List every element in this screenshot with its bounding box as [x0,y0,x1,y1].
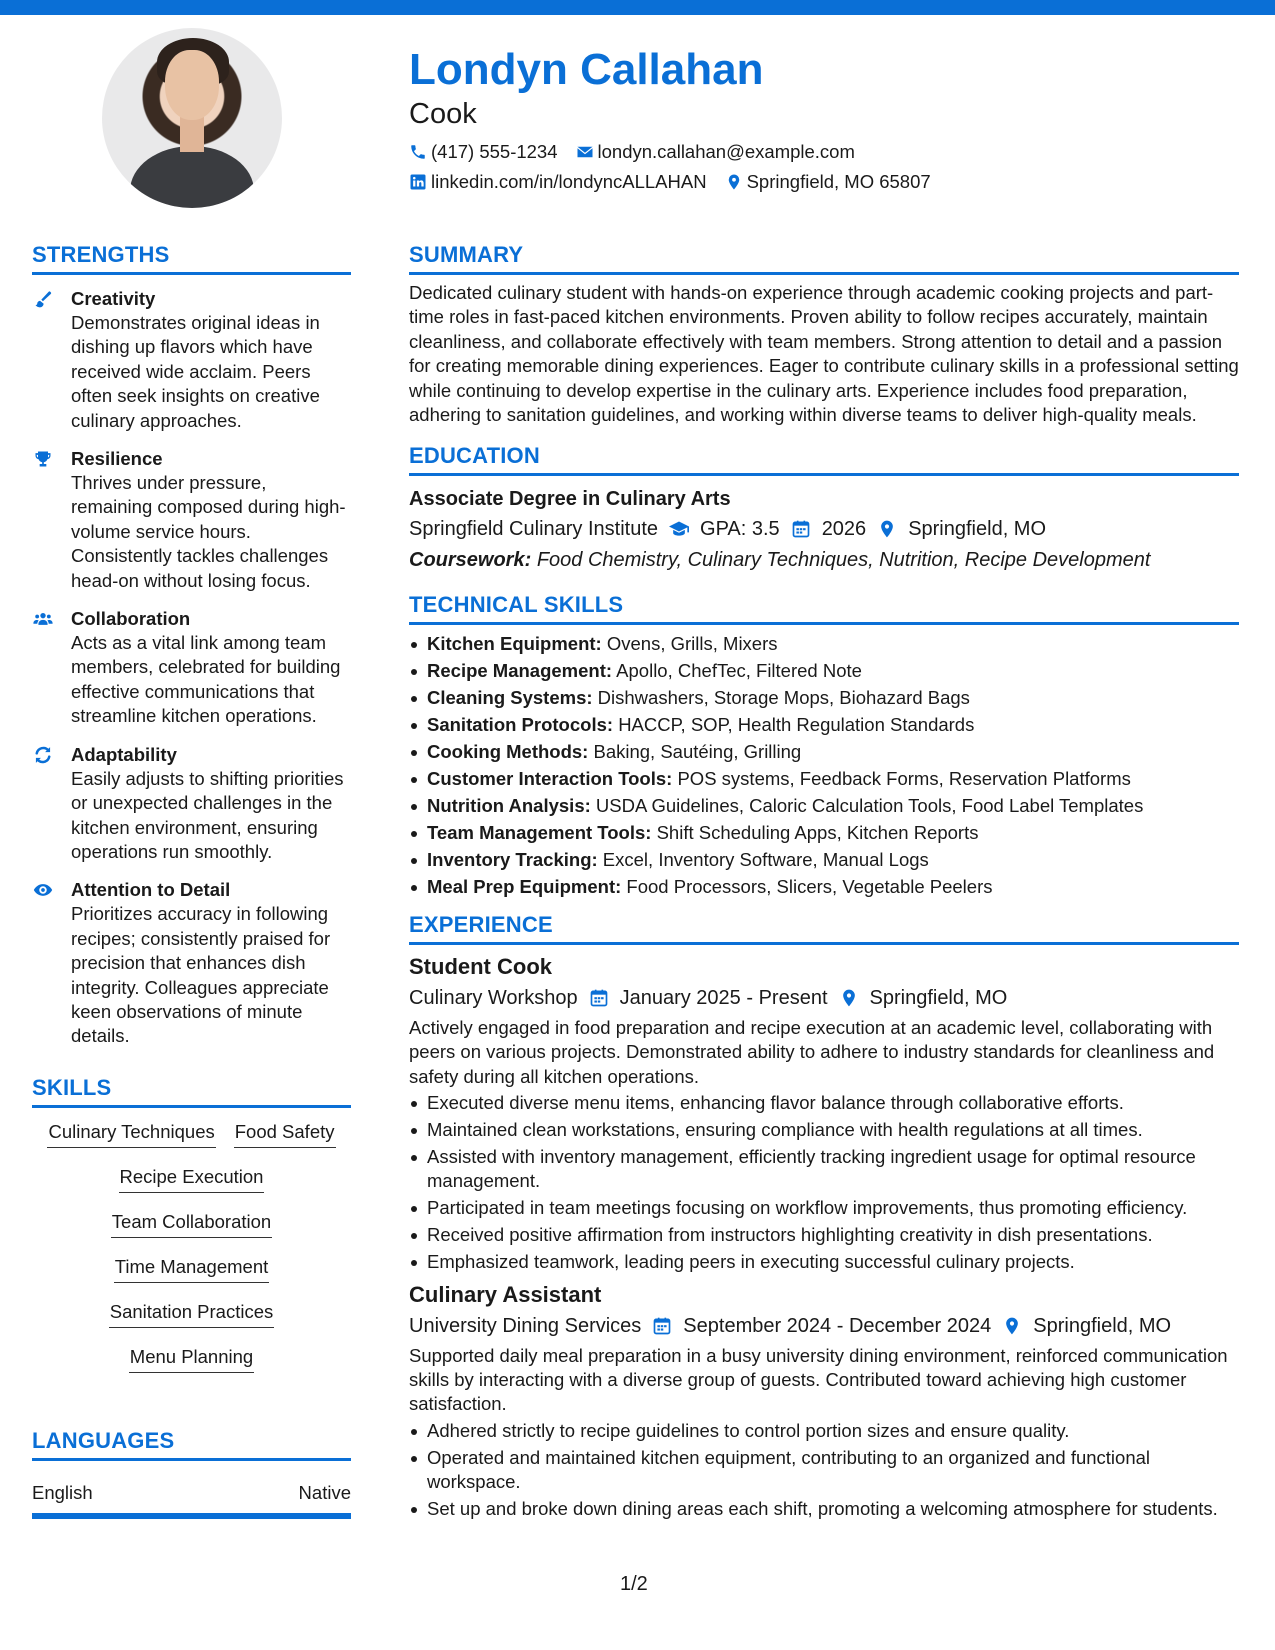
skill-value: Shift Scheduling Apps, Kitchen Reports [656,821,979,843]
calendar-icon [588,988,610,1008]
resume-header [409,44,1249,194]
email-text: londyn.callahan@example.com [597,141,855,162]
education-meta [409,515,1239,543]
strength-desc: Easily adjusts to shifting priorities or unexpected challenges in the kitchen environment, ensuring operations run smoothly. [71,767,344,862]
contact-row-1 [409,140,1249,164]
strength-item [32,743,351,865]
strength-item [32,878,351,1048]
calendar-icon [790,519,812,539]
candidate-title: Cook [409,98,477,130]
skills-list [32,1120,351,1390]
job-bullets [409,1091,1239,1274]
strength-title: Creativity [71,288,156,309]
candidate-name: Londyn Callahan [409,45,764,94]
skill-value: Excel, Inventory Software, Manual Logs [602,848,929,870]
skill-tag: Food Safety [234,1120,336,1148]
job-description: Supported daily meal preparation in a busy university dining environment, reinforced communication skills by interacting with a diverse group of guests. Contributed toward achieving high customer satisfaction. [409,1344,1228,1415]
skill-tag: Culinary Techniques [47,1120,215,1148]
envelope-icon [576,143,594,161]
education-heading: EDUCATION [409,439,1239,476]
strength-title: Adaptability [71,743,177,765]
skill-label: Meal Prep Equipment: [427,875,622,897]
skill-value: Food Processors, Slicers, Vegetable Peelers [626,875,993,897]
job-description: Actively engaged in food preparation and recipe execution at an academic level, collaborating with peers on various projects. Demonstrated ability to adhere to industry standards for cleanliness and safety during all kitchen operations. [409,1017,1215,1087]
skill-value: HACCP, SOP, Health Regulation Standards [618,714,975,736]
list-item [409,848,1239,872]
coursework-label: Coursework: [409,549,532,572]
list-item [409,821,1239,845]
summary-text: Dedicated culinary student with hands-on experience through academic cooking projects and part-time roles in fast-paced kitchen environments. Proven ability to follow recipes accurately, maintain cleanliness, and collaborate effectively with team members. Strong attention to detail and a passion for creating memorable dining experiences. Eager to contribute culinary skills in a professional setting while continuing to develop expertise in the culinary arts. Experience includes food preparation, adhering to sanitation guidelines, and working within diverse teams to deliver high-quality meals. [409,282,1239,426]
skill-tag: Team Collaboration [111,1210,272,1238]
top-accent-bar [0,0,1275,15]
job-location-item [1001,1312,1171,1340]
languages-heading: LANGUAGES [32,1424,351,1461]
phone-item[interactable] [409,140,558,164]
job-location: Springfield, MO [869,987,1008,1009]
strength-desc: Demonstrates original ideas in dishing up flavors which have received wide acclaim. Peers often seek insights on creative culinary approaches. [71,312,320,431]
strength-title: Attention to Detail [71,879,231,901]
company-name: Culinary Workshop [409,987,578,1009]
language-row [32,1481,351,1519]
skill-value: POS systems, Feedback Forms, Reservation Platforms [677,767,1131,789]
skill-label: Kitchen Equipment: [427,633,602,655]
list-item [409,794,1239,818]
job-dates: September 2024 - December 2024 [683,1314,992,1337]
strength-item [32,607,351,729]
linkedin-text: linkedin.com/in/londyncALLAHAN [431,171,707,192]
page-number: 1/2 [620,1573,648,1595]
list-item [409,659,1239,683]
linkedin-icon [409,173,427,191]
skill-tag: Time Management [114,1255,270,1283]
skill-value: Ovens, Grills, Mixers [606,633,778,655]
strength-item [32,447,351,593]
sync-icon [32,745,54,765]
list-item: Received positive affirmation from instructors highlighting creativity in dish presentations. [409,1223,1239,1247]
strength-title: Collaboration [71,608,191,630]
job-dates: January 2025 - Present [619,987,828,1009]
technical-skills-list [409,632,1239,899]
job-dates-item [651,1312,991,1340]
location-item [725,170,931,194]
coursework [409,546,1239,574]
skill-tag: Menu Planning [129,1345,254,1373]
left-column [32,238,351,1519]
list-item [409,740,1239,764]
list-item: Maintained clean workstations, ensuring compliance with health regulations at all times. [409,1118,1239,1142]
skill-label: Customer Interaction Tools: [427,767,673,789]
eye-icon [32,880,54,900]
job-location: Springfield, MO [1033,1314,1172,1337]
list-item [409,713,1239,737]
email-item[interactable] [576,140,855,164]
strength-desc: Prioritizes accuracy in following recipes; consistently praised for precision that enhances dish integrity. Colleagues appreciate keen observations of minute details. [71,903,331,1047]
list-item: Operated and maintained kitchen equipment, contributing to an organized and functional workspace. [409,1446,1239,1495]
skill-label: Inventory Tracking: [427,848,598,870]
phone-icon [409,143,427,161]
linkedin-item[interactable] [409,170,707,194]
skill-label: Nutrition Analysis: [427,794,591,816]
list-item [409,632,1239,656]
job-title: Student Cook [409,954,552,979]
list-item: Assisted with inventory management, efficiently tracking ingredient usage for optimal resource management. [409,1145,1239,1194]
skill-tag: Recipe Execution [119,1165,265,1193]
users-icon [32,609,54,629]
list-item: Participated in team meetings focusing on workflow improvements, thus promoting efficiency. [409,1196,1239,1220]
gpa-text: GPA: 3.5 [700,518,780,541]
paintbrush-icon [32,289,54,309]
strength-item [32,287,351,433]
job-title: Culinary Assistant [409,1281,602,1307]
map-pin-icon [1001,1316,1023,1336]
language-name: English [32,1481,93,1503]
list-item: Executed diverse menu items, enhancing flavor balance through collaborative efforts. [409,1091,1239,1115]
school-name: Springfield Culinary Institute [409,518,659,541]
job-location-item [838,984,1008,1012]
skill-value: Baking, Sautéing, Grilling [593,741,802,763]
list-item: Adhered strictly to recipe guidelines to control portion sizes and ensure quality. [409,1419,1239,1443]
profile-photo [102,28,282,208]
map-pin-icon [838,988,860,1008]
skill-value: Dishwashers, Storage Mops, Biohazard Bags [597,687,970,709]
skills-heading: SKILLS [32,1071,351,1108]
list-item [409,875,1239,899]
job-bullets [409,1419,1239,1522]
calendar-icon [651,1316,673,1336]
strength-desc: Acts as a vital link among team members, celebrated for building effective communications that streamline kitchen operations. [71,632,341,727]
strength-title: Resilience [71,448,163,470]
company-name: University Dining Services [409,1314,642,1337]
skill-label: Team Management Tools: [427,821,652,843]
summary-heading: SUMMARY [409,238,1239,275]
graduation-cap-icon [668,519,690,539]
map-pin-icon [876,519,898,539]
gpa-item [668,515,780,543]
list-item: Set up and broke down dining areas each shift, promoting a welcoming atmosphere for students. [409,1497,1239,1521]
language-level: Native [298,1481,351,1503]
right-column [409,238,1239,1524]
skill-label: Recipe Management: [427,660,613,682]
strengths-heading: STRENGTHS [32,238,351,275]
year-item [790,515,867,543]
trophy-icon [32,449,54,469]
year-text: 2026 [821,518,867,541]
contact-row-2 [409,170,1249,194]
list-item: Emphasized teamwork, leading peers in executing successful culinary projects. [409,1250,1239,1274]
technical-skills-heading: TECHNICAL SKILLS [409,588,1239,625]
map-pin-icon [725,173,743,191]
job-meta [409,984,1239,1012]
skill-label: Sanitation Protocols: [427,714,614,736]
list-item [409,767,1239,791]
strength-desc: Thrives under pressure, remaining composed during high-volume service hours. Consistently tackles challenges head-on without losing focus. [71,472,346,591]
skill-tag: Sanitation Practices [109,1300,275,1328]
coursework-text: Food Chemistry, Culinary Techniques, Nutrition, Recipe Development [536,549,1151,572]
skill-value: USDA Guidelines, Caloric Calculation Tools, Food Label Templates [595,794,1144,816]
list-item [409,686,1239,710]
job-meta [409,1312,1239,1340]
skill-value: Apollo, ChefTec, Filtered Note [616,660,862,682]
job-dates-item [588,984,828,1012]
experience-heading: EXPERIENCE [409,908,1239,945]
phone-text: (417) 555-1234 [431,141,558,162]
edu-location-text: Springfield, MO [908,518,1047,541]
skill-label: Cleaning Systems: [427,687,593,709]
degree-title: Associate Degree in Culinary Arts [409,488,731,511]
location-text: Springfield, MO 65807 [746,171,931,192]
edu-location-item [876,515,1046,543]
skill-label: Cooking Methods: [427,741,589,763]
